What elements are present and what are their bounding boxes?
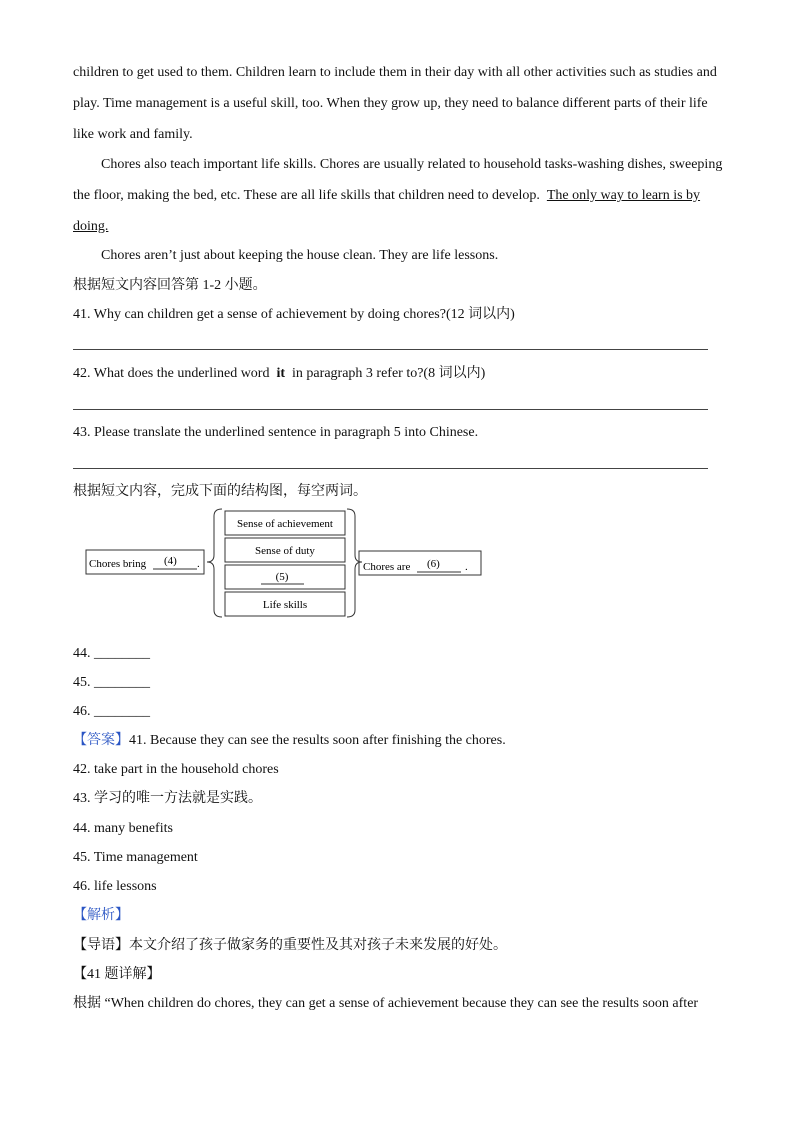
answer-45: 45. Time management	[73, 850, 198, 865]
blank-46: 46. ________	[73, 704, 150, 719]
instruction: 根据短文内容回答第 1-2 小题。	[73, 278, 267, 293]
passage-line: like work and family.	[73, 127, 193, 142]
blank-44: 44. ________	[73, 646, 150, 661]
blank-label: (4)	[164, 555, 177, 567]
middle-box-label: Sense of achievement	[237, 518, 333, 530]
question-43: 43. Please translate the underlined sentence in paragraph 5 into Chinese.	[73, 425, 479, 440]
underlined-sentence: The only way to learn is by	[546, 188, 701, 203]
detail-text: 根据 “When children do chores, they can get a sense of achievement because they can see the results soon after	[73, 996, 699, 1011]
detail-tag: 【41 题详解】	[73, 967, 161, 982]
guide-text: 【导语】本文介绍了孩子做家务的重要性及其对孩子未来发展的好处。	[73, 938, 507, 953]
bold-word: it	[276, 366, 286, 381]
right-brace	[347, 509, 362, 617]
blank-label: (6)	[427, 558, 440, 570]
instruction: 根据短文内容，完成下面的结构图，每空两词。	[73, 484, 367, 499]
middle-box-label: Sense of duty	[255, 545, 315, 557]
right-box-label: Chores are	[363, 561, 411, 573]
question-text: 42. What does the underlined word	[73, 366, 270, 381]
passage-line: Chores also teach important life skills. Chores are usually related to household tasks-washing dishes, sweeping	[101, 157, 723, 172]
blank-45: 45. ________	[73, 675, 150, 690]
answer-43: 43. 学习的唯一方法就是实践。	[73, 791, 262, 806]
period: .	[465, 561, 468, 573]
passage-line: children to get used to them. Children learn to include them in their day with all other activities such as studies and	[73, 65, 717, 80]
middle-box-label: (5)	[275, 571, 289, 583]
passage-text: the floor, making the bed, etc. These are all life skills that children need to develop.	[73, 188, 540, 203]
answer-46: 46. life lessons	[73, 879, 157, 894]
answer-42: 42. take part in the household chores	[73, 762, 279, 777]
underlined-sentence: doing.	[73, 219, 109, 234]
analysis-tag: 【解析】	[73, 908, 129, 923]
period: .	[197, 558, 200, 570]
question-41: 41. Why can children get a sense of achievement by doing chores?(12 词以内)	[73, 307, 515, 322]
answer-text: 41. Because they can see the results soon after finishing the chores.	[129, 733, 506, 748]
passage-line: play. Time management is a useful skill, too. When they grow up, they need to balance different parts of their life	[73, 96, 708, 111]
answer-tag: 【答案】	[73, 733, 129, 748]
answer-41	[73, 732, 506, 750]
left-brace	[207, 509, 222, 617]
passage-line: Chores aren’t just about keeping the house clean. They are life lessons.	[101, 248, 499, 263]
left-box-label: Chores bring	[89, 558, 147, 570]
middle-box-label: Life skills	[262, 599, 308, 611]
question-text: in paragraph 3 refer to?(8 词以内)	[292, 366, 486, 381]
answer-44: 44. many benefits	[73, 821, 173, 836]
